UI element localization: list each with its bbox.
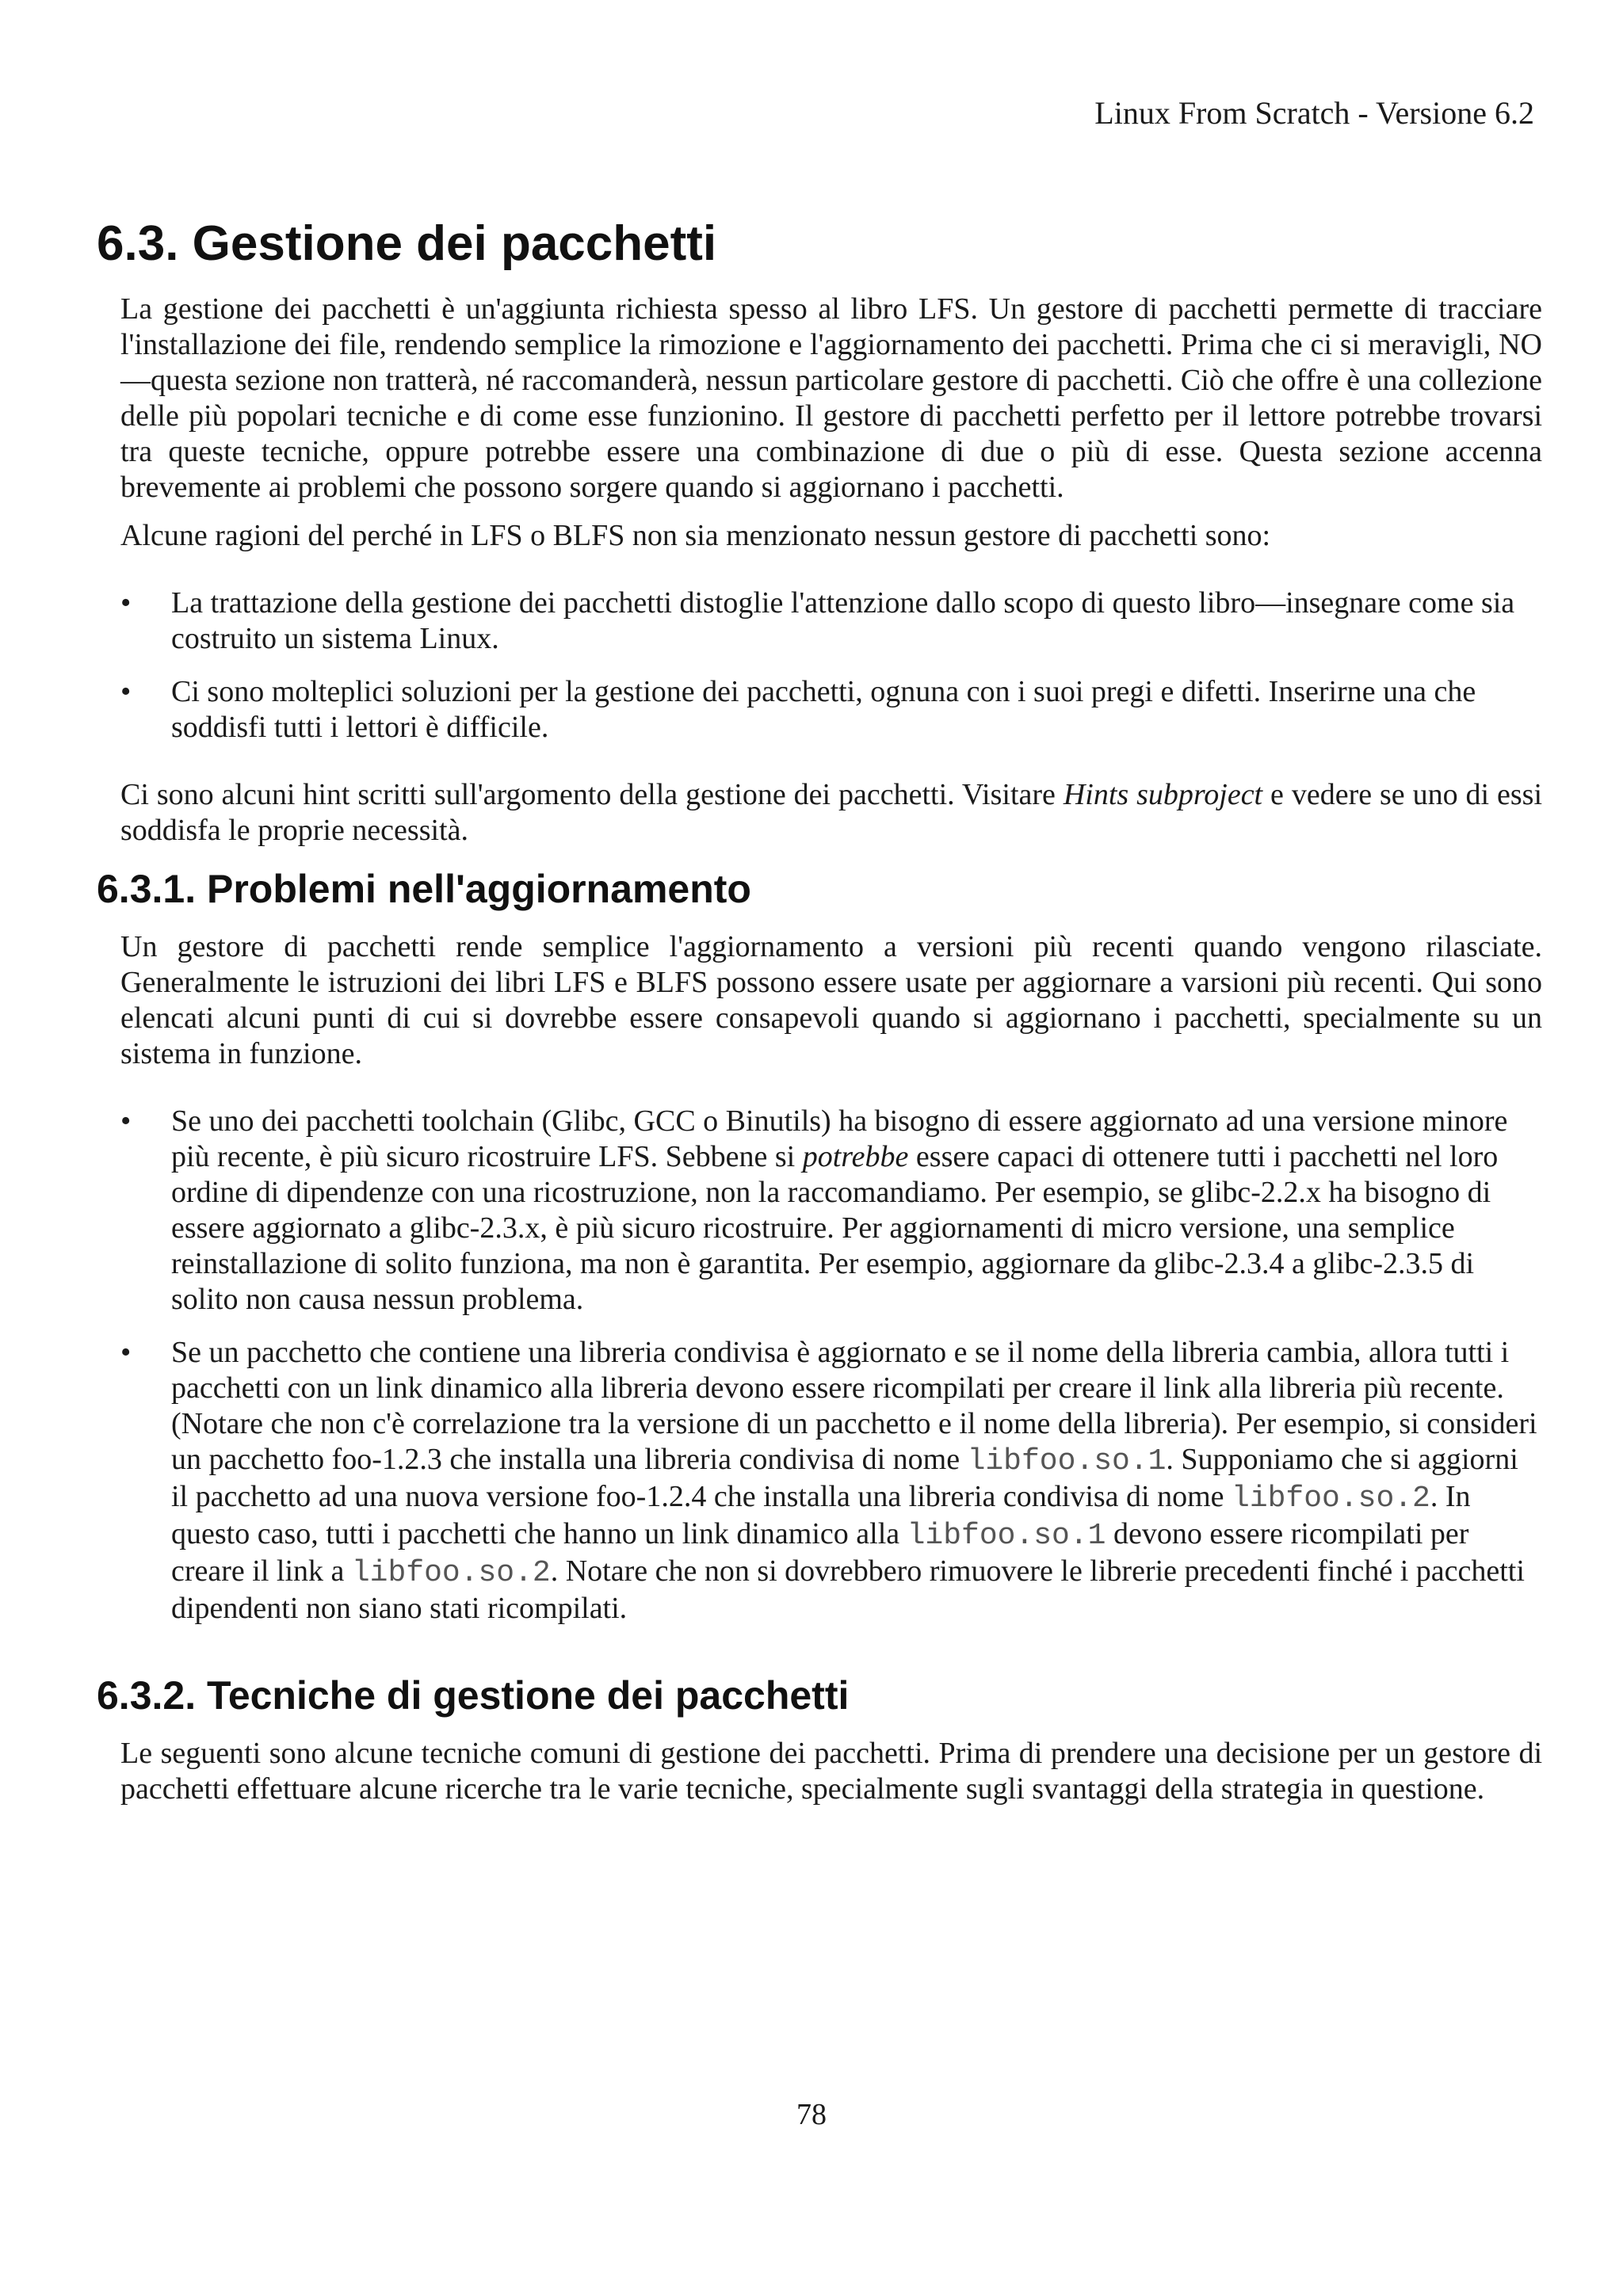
bullet-icon: •	[120, 586, 132, 620]
reasons-list	[120, 585, 1542, 746]
list-item-text: La trattazione della gestione dei pacchetti distoglie l'attenzione dallo scopo di questo libro—insegnare come sia costruito un sistema Linux.	[171, 586, 1515, 655]
library-name-code: libfoo.so.1	[907, 1519, 1106, 1553]
emphasis-text: potrebbe	[802, 1140, 909, 1173]
running-header: Linux From Scratch - Versione 6.2	[1094, 95, 1534, 131]
page-number: 78	[796, 2098, 827, 2131]
hints-subproject-link[interactable]: Hints subproject	[1063, 778, 1263, 811]
list-item	[120, 1104, 1542, 1318]
bullet-icon: •	[120, 675, 132, 708]
list-item-text	[171, 1336, 1537, 1625]
library-name-code: libfoo.so.2	[1232, 1482, 1430, 1516]
bullet-icon: •	[120, 1336, 132, 1369]
list-item	[120, 1335, 1542, 1627]
text-run: . Notare che non si dovrebbero rimuovere le librerie precedenti finché i pacchetti dipendenti non siano stati ricompilati.	[171, 1554, 1525, 1625]
text-run: . In questo caso, tutti i pacchetti che hanno un link dinamico alla	[171, 1480, 1471, 1550]
subsection-title-techniques: 6.3.2. Tecniche di gestione dei pacchetti	[97, 1673, 850, 1718]
list-item	[120, 674, 1542, 746]
section-body	[120, 292, 1542, 849]
text-run: devono essere ricompilati per creare il link a	[171, 1517, 1469, 1588]
section-title: 6.3. Gestione dei pacchetti	[97, 216, 717, 271]
text-run: Se un pacchetto che contiene una libreria condivisa è aggiornato e se il nome della libreria cambia, allora tutti i pacchetti con un link dinamico alla libreria devono essere ricompilati per creare il link alla libreria più recente. (Notare che non c'è correlazione tra la versione di un pacchetto e il nome della libreria). Per esempio, si consideri un pacchetto foo-1.2.3 che installa una libreria condivisa di nome	[171, 1336, 1537, 1476]
hints-paragraph	[120, 777, 1542, 849]
subsection-title-upgrade-issues: 6.3.1. Problemi nell'aggiornamento	[97, 867, 751, 911]
upgrade-intro-paragraph: Un gestore di pacchetti rende semplice l'aggiornamento a versioni più recenti quando vengono rilasciate. Generalmente le istruzioni dei libri LFS e BLFS possono essere usate per aggiornare a varsioni più recenti. Qui sono elencati alcuni punti di cui si dovrebbe essere consapevoli quando si aggiornano i pacchetti, specialmente su un sistema in funzione.	[120, 930, 1542, 1070]
reasons-intro-paragraph: Alcune ragioni del perché in LFS o BLFS non sia menzionato nessun gestore di pacchetti sono:	[120, 519, 1271, 552]
text-run: essere capaci di ottenere tutti i pacchetti nel loro ordine di dipendenze con una ricostruzione, non la raccomandiamo. Per esempio, se glibc-2.2.x ha bisogno di essere aggiornato a glibc-2.3.x, è più sicuro ricostruire. Per aggiornamenti di micro versione, una semplice reinstallazione di solito funziona, ma non è garantita. Per esempio, aggiornare da glibc-2.3.4 a glibc-2.3.5 di solito non causa nessun problema.	[171, 1140, 1499, 1316]
library-name-code: libfoo.so.2	[351, 1556, 551, 1590]
subsection-techniques-body	[120, 1736, 1542, 1807]
upgrade-issues-list	[120, 1104, 1542, 1627]
page-content	[97, 214, 1544, 1807]
list-item-text: Ci sono molteplici soluzioni per la gestione dei pacchetti, ognuna con i suoi pregi e difetti. Inserirne una che soddisfi tutti i lettori è difficile.	[171, 675, 1476, 744]
list-item	[120, 585, 1542, 657]
list-item-text	[171, 1104, 1507, 1316]
library-name-code: libfoo.so.1	[967, 1444, 1167, 1478]
bullet-icon: •	[120, 1104, 132, 1138]
subsection-upgrade-body	[120, 929, 1542, 1627]
text-run: Se uno dei pacchetti toolchain (Glibc, GCC o Binutils) ha bisogno di essere aggiornato ad una versione minore più recente, è più sicuro ricostruire LFS. Sebbene si	[171, 1104, 1508, 1173]
text-run: . Supponiamo che si aggiorni il pacchetto ad una nuova versione foo-1.2.4 che installa una libreria condivisa di nome	[171, 1443, 1518, 1513]
hints-text-after: e vedere se uno di essi soddisfa le proprie necessità.	[120, 778, 1543, 847]
hints-text-before: Ci sono alcuni hint scritti sull'argomento della gestione dei pacchetti. Visitare	[120, 778, 1064, 811]
techniques-intro-paragraph: Le seguenti sono alcune tecniche comuni di gestione dei pacchetti. Prima di prendere una decisione per un gestore di pacchetti effettuare alcune ricerche tra le varie tecniche, specialmente sugli svantaggi della strategia in questione.	[120, 1737, 1542, 1806]
section-intro-paragraph: La gestione dei pacchetti è un'aggiunta richiesta spesso al libro LFS. Un gestore di pacchetti permette di tracciare l'installazione dei file, rendendo semplice la rimozione e l'aggiornamento dei pacchetti. Prima che ci si meravigli, NO—questa sezione non tratterà, né raccomanderà, nessun particolare gestore di pacchetti. Ciò che offre è una collezione delle più popolari tecniche e di come esse funzionino. Il gestore di pacchetti perfetto per il lettore potrebbe trovarsi tra queste tecniche, oppure potrebbe essere una combinazione di due o più di esse. Questa sezione accenna brevemente ai problemi che possono sorgere quando si aggiornano i pacchetti.	[120, 292, 1542, 504]
